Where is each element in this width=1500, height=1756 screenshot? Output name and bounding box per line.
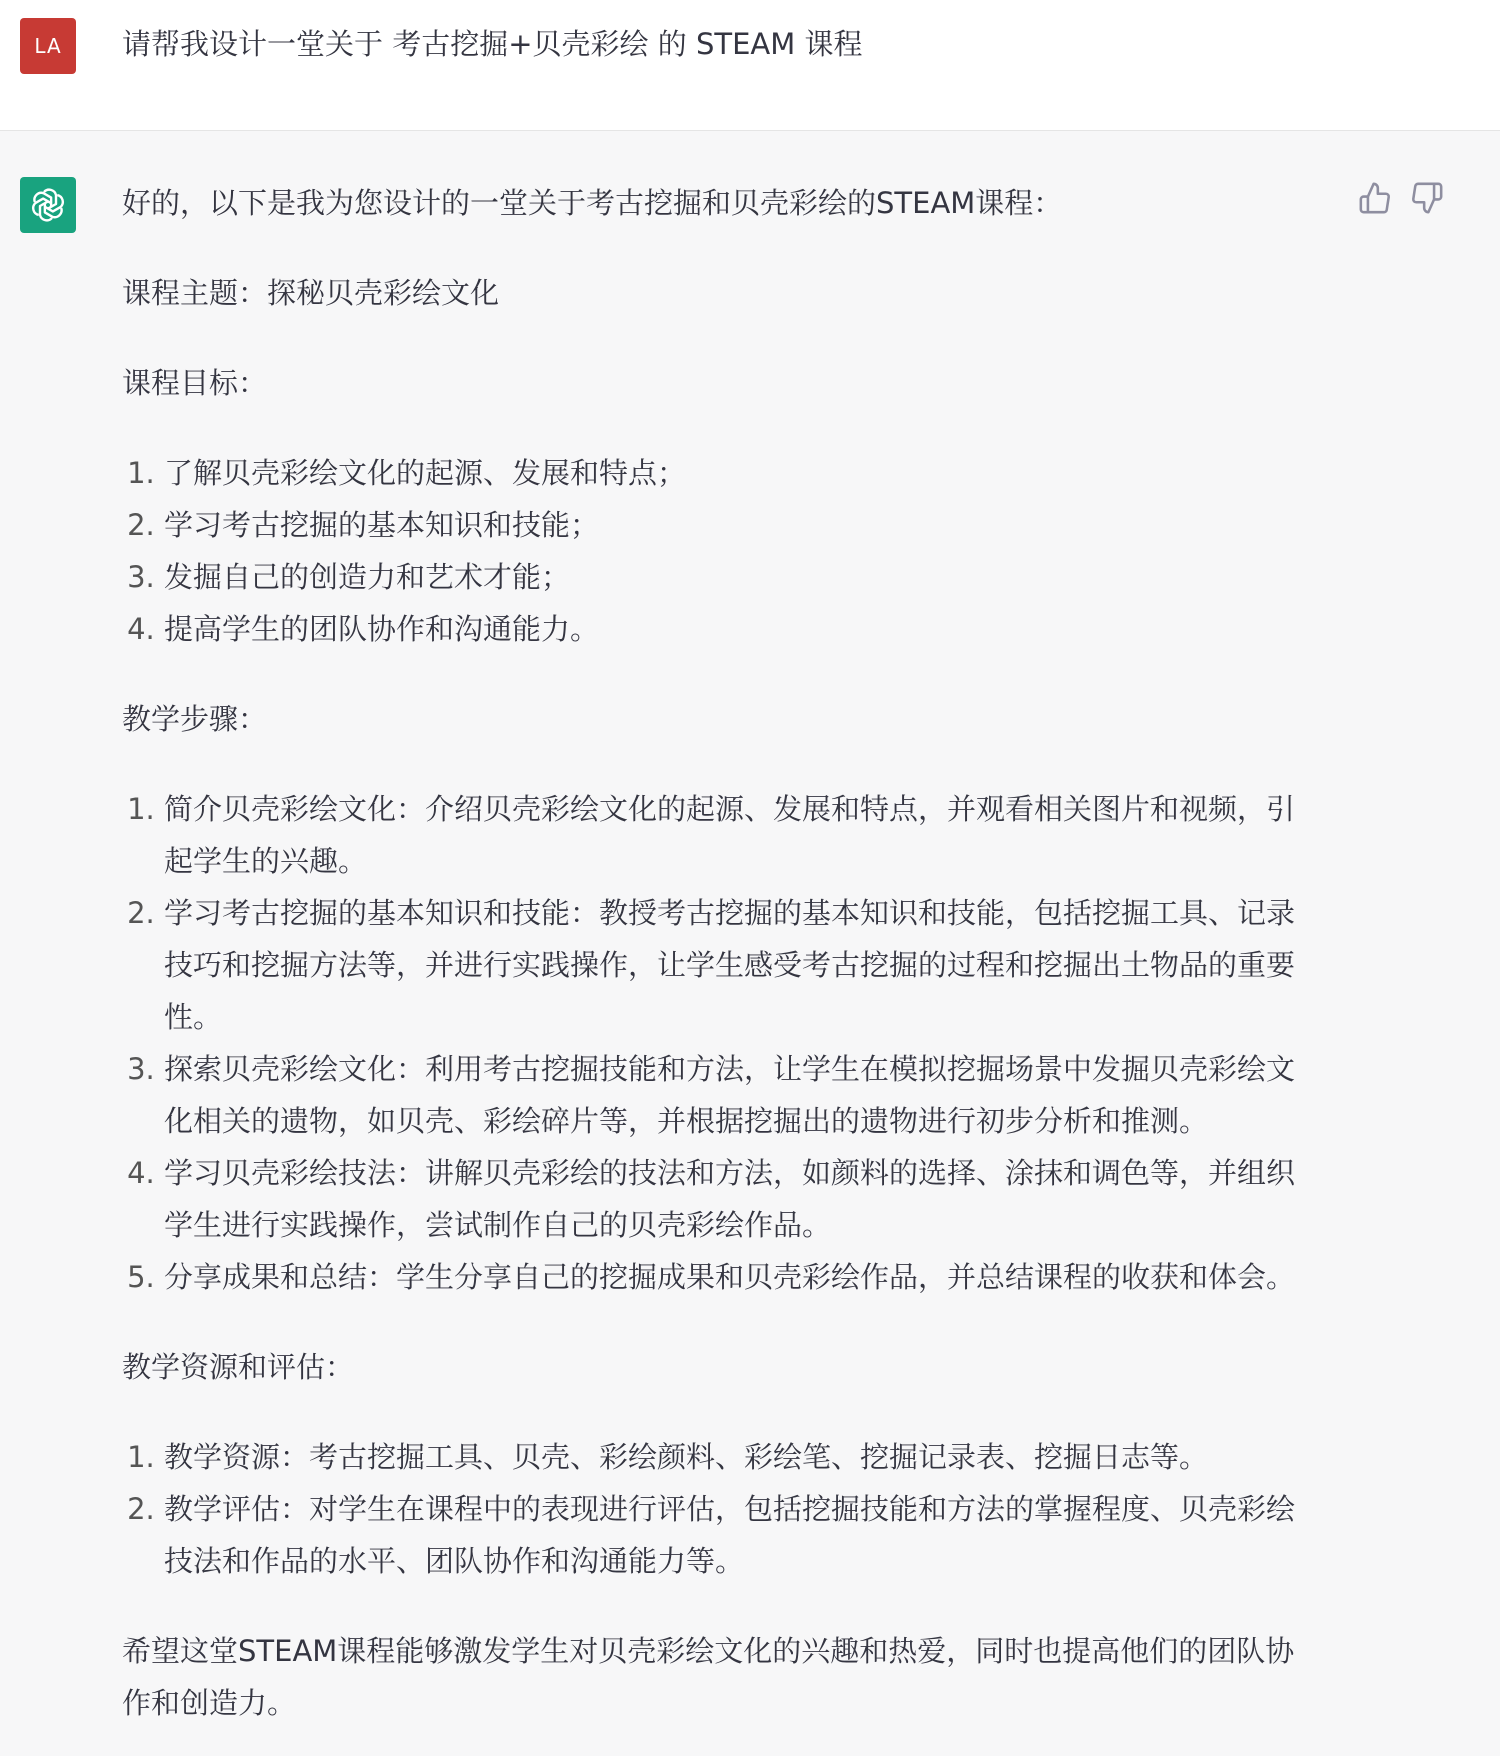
list-item: 2. 学习考古挖掘的基本知识和技能：教授考古挖掘的基本知识和技能，包括挖掘工具、记录技巧和挖掘方法等，并进行实践操作，让学生感受考古挖掘的过程和挖掘出土物品的重要性。 [164, 887, 1322, 1043]
list-item: 2. 学习考古挖掘的基本知识和技能； [164, 499, 1322, 551]
goals-heading: 课程目标： [122, 366, 268, 400]
assistant-message-row [0, 131, 1500, 1756]
list-item: 1. 了解贝壳彩绘文化的起源、发展和特点； [164, 447, 1322, 499]
list-item: 2. 教学评估：对学生在课程中的表现进行评估，包括挖掘技能和方法的掌握程度、贝壳彩绘技法和作品的水平、团队协作和沟通能力等。 [164, 1483, 1322, 1587]
assistant-message-content [122, 177, 1322, 1729]
course-topic: 课程主题：探秘贝壳彩绘文化 [122, 276, 500, 310]
assistant-avatar [20, 177, 76, 233]
list-item: 3. 探索贝壳彩绘文化：利用考古挖掘技能和方法，让学生在模拟挖掘场景中发掘贝壳彩绘文化相关的遗物，如贝壳、彩绘碎片等，并根据挖掘出的遗物进行初步分析和推测。 [164, 1043, 1322, 1147]
thumbs-down-icon [1410, 181, 1444, 215]
assistant-closing: 希望这堂STEAM课程能够激发学生对贝壳彩绘文化的兴趣和热爱，同时也提高他们的团队协作和创造力。 [122, 1634, 1295, 1720]
thumbs-up-button[interactable] [1358, 181, 1392, 215]
resources-heading: 教学资源和评估： [122, 1350, 355, 1384]
user-message-row [0, 0, 1500, 131]
openai-logo-icon [28, 185, 68, 225]
list-item: 1. 简介贝壳彩绘文化：介绍贝壳彩绘文化的起源、发展和特点，并观看相关图片和视频，引起学生的兴趣。 [164, 783, 1322, 887]
steps-list [122, 783, 1322, 1303]
list-item: 5. 分享成果和总结：学生分享自己的挖掘成果和贝壳彩绘作品，并总结课程的收获和体会。 [164, 1251, 1322, 1303]
list-item: 4. 提高学生的团队协作和沟通能力。 [164, 603, 1322, 655]
steps-heading: 教学步骤： [122, 702, 268, 736]
user-message-text: 请帮我设计一堂关于 考古挖掘+贝壳彩绘 的 STEAM 课程 [122, 27, 863, 61]
list-item: 4. 学习贝壳彩绘技法：讲解贝壳彩绘的技法和方法，如颜料的选择、涂抹和调色等，并组织学生进行实践操作，尝试制作自己的贝壳彩绘作品。 [164, 1147, 1322, 1251]
goals-list [122, 447, 1322, 655]
thumbs-up-icon [1358, 181, 1392, 215]
user-avatar: LA [20, 18, 76, 74]
list-item: 3. 发掘自己的创造力和艺术才能； [164, 551, 1322, 603]
resources-list [122, 1431, 1322, 1587]
thumbs-down-button[interactable] [1410, 181, 1444, 215]
assistant-intro: 好的，以下是我为您设计的一堂关于考古挖掘和贝壳彩绘的STEAM课程： [122, 186, 1063, 220]
list-item: 1. 教学资源：考古挖掘工具、贝壳、彩绘颜料、彩绘笔、挖掘记录表、挖掘日志等。 [164, 1431, 1322, 1483]
